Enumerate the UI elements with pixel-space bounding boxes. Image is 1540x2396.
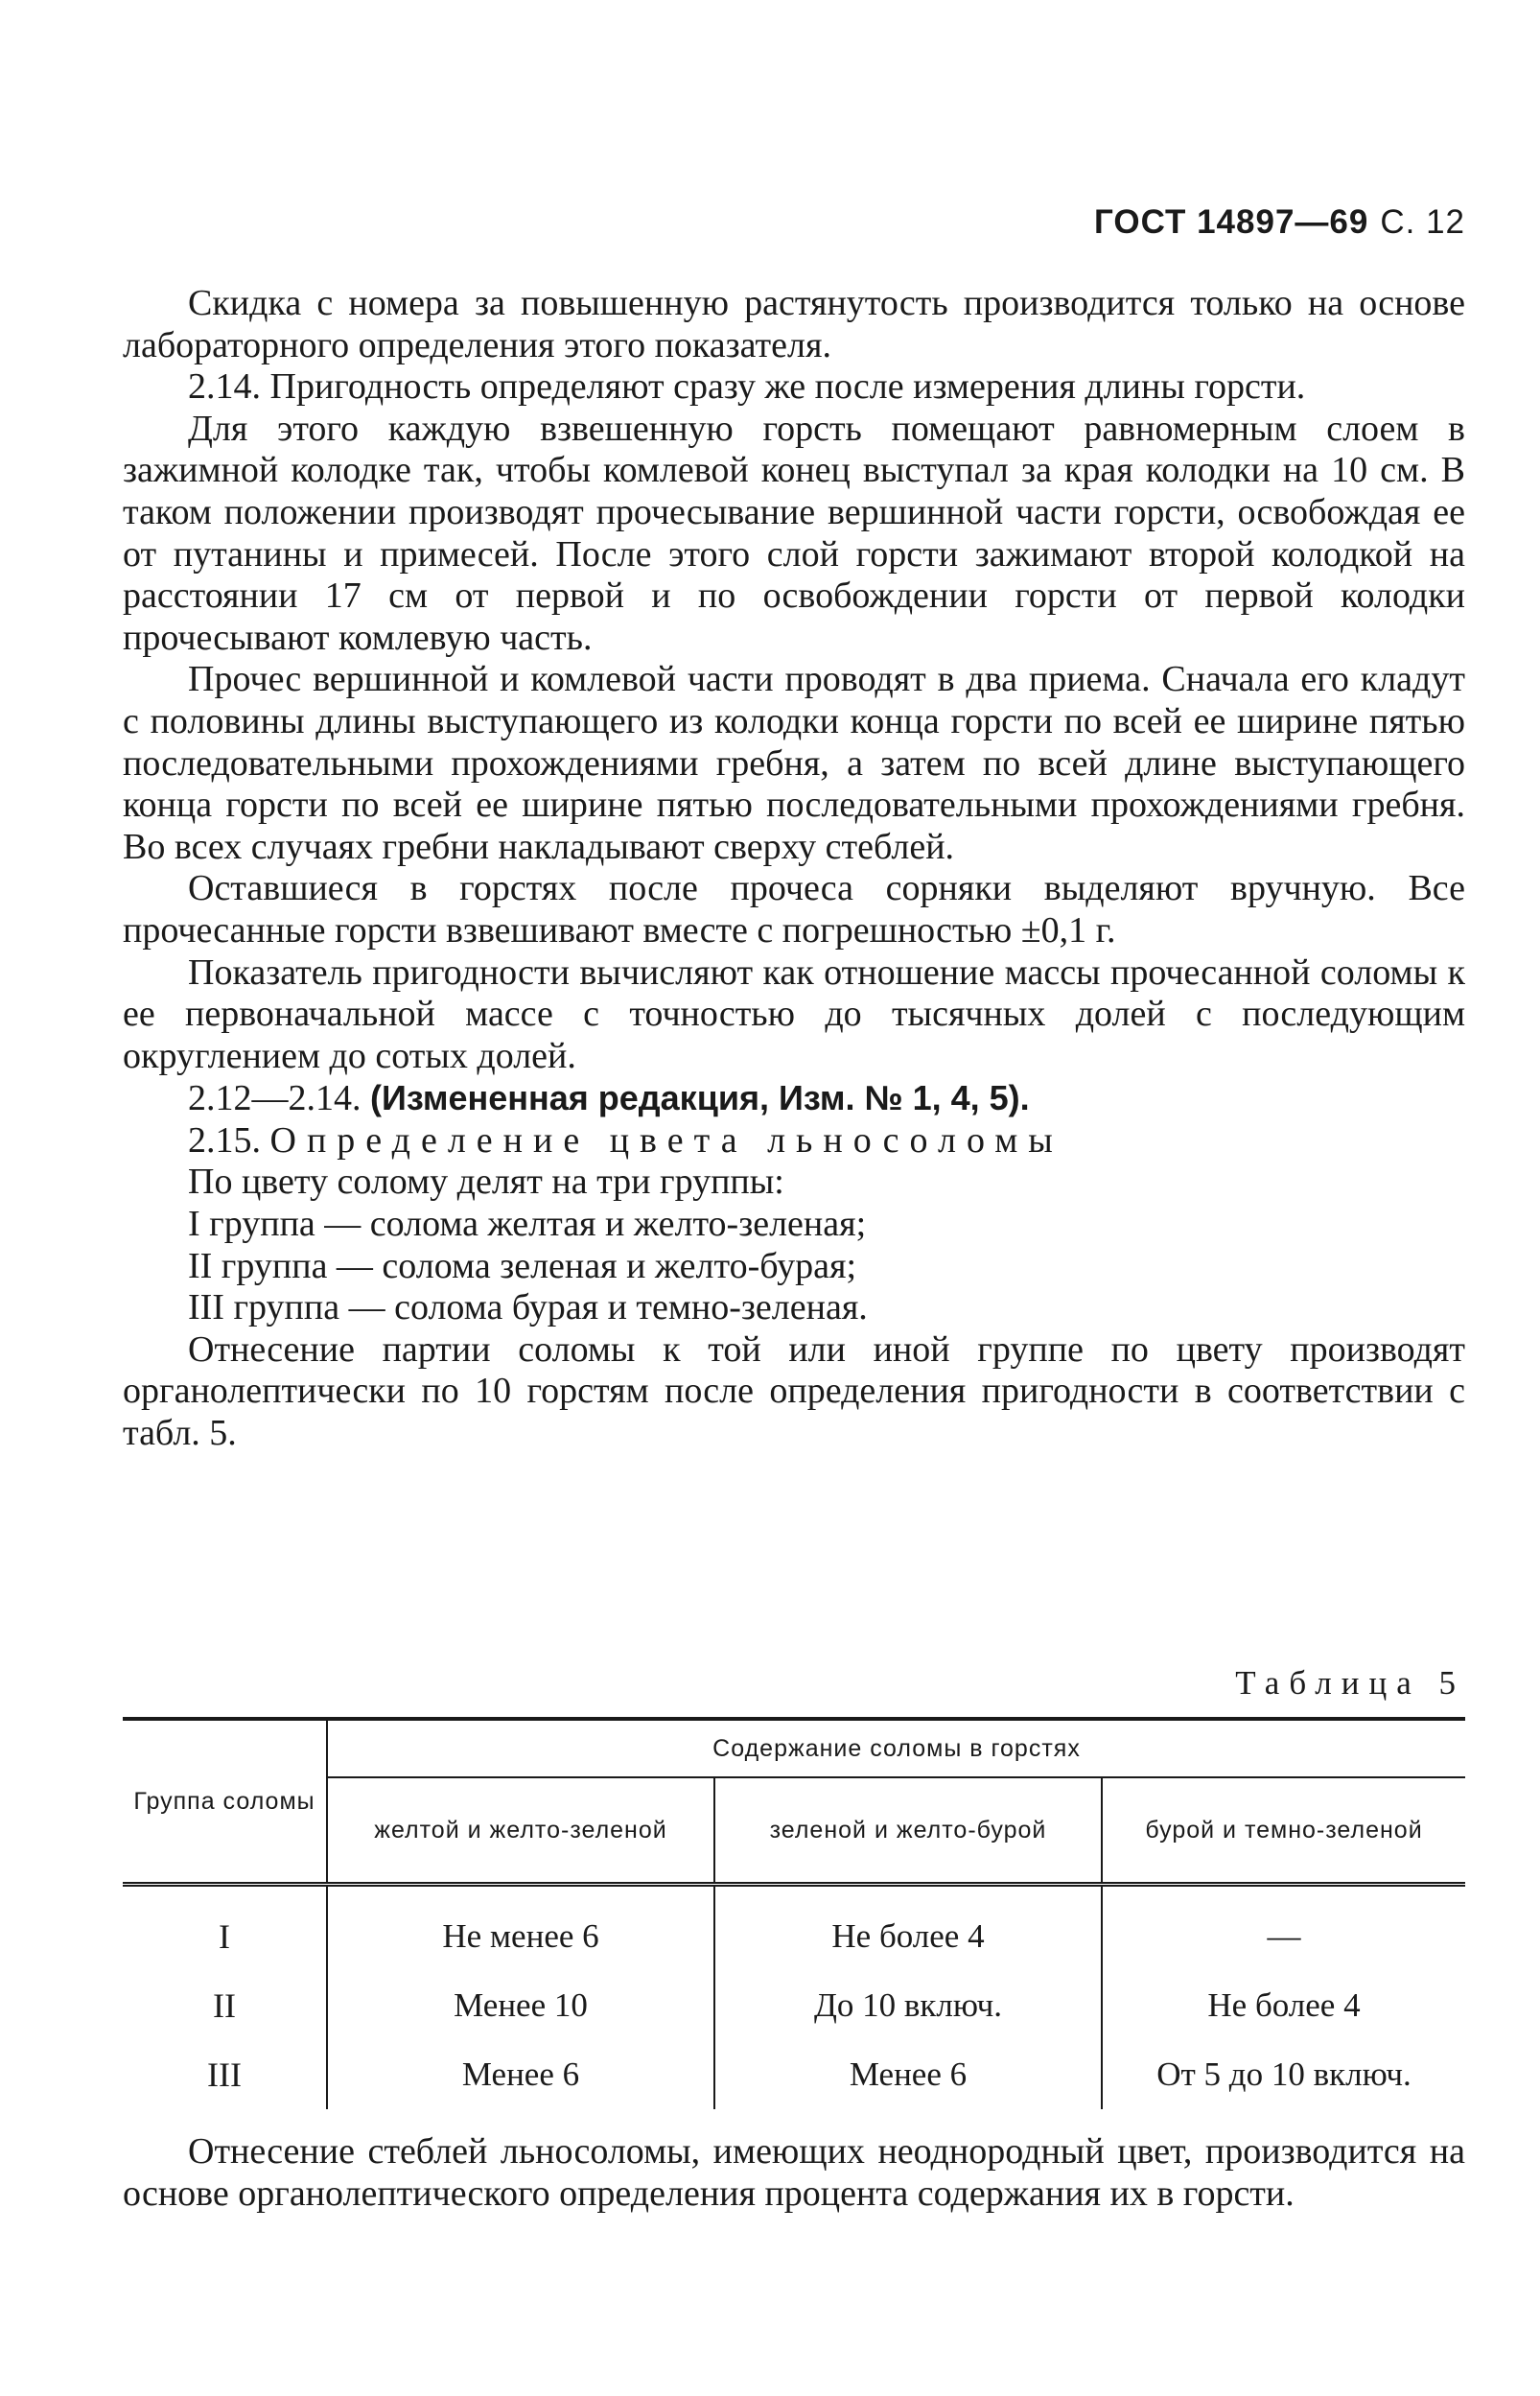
paragraph: Показатель пригодности вычисляют как отношение массы прочесанной соломы к ее первоначальной массе с точностью до тысячных долей с последующим округлением до сотых долей. [123,951,1465,1076]
standard-number: ГОСТ 14897—69 [1093,203,1369,241]
group-item: I группа — солома желтая и желто-зеленая; [188,1204,867,1245]
group-cell: III [207,2055,242,2094]
paragraph: Оставшиеся в горстях после прочеса сорняки выделяют вручную. Все прочесанные горсти взвешивают вместе с погрешностью ±0,1 г. [123,868,1465,951]
paragraph: 2.14. Пригодность определяют сразу же после измерения длины горсти. [188,366,1306,408]
table-row [123,2040,1465,2109]
groups-intro: По цвету солому делят на три группы: [188,1162,784,1203]
table-cell: Менее 6 [714,2040,1102,2109]
section-heading [123,1120,1465,1163]
column-header: желтой и желто-зеленой [327,1777,714,1885]
content-header: Содержание соломы в горстях [327,1719,1465,1777]
amendment-note [123,1077,1465,1120]
table-cell: Менее 10 [327,1971,714,2040]
table-cell: Не более 4 [714,1885,1102,1972]
table-cell: Не менее 6 [327,1885,714,1972]
group-item: III группа — солома бурая и темно-зеленая. [188,1287,868,1328]
paragraph: Прочес вершинной и комлевой части проводят в два приема. Сначала его кладут с половины длины выступающего из колодки конца горсти по всей ее ширине пятью последовательными прохождениями гребня, а затем по всей длине выступающего конца горсти по всей ее ширине пятью последовательными прохождениями гребня. Во всех случаях гребни накладывают сверху стеблей. [123,659,1465,867]
group-item: II группа — солома зеленая и желто-бурая; [188,1245,857,1286]
column-header: зеленой и желто-бурой [714,1777,1102,1885]
amendment-text: (Измененная редакция, Изм. № 1, 4, 5). [370,1078,1030,1118]
table-caption: Таблица 5 [1235,1664,1465,1702]
table-cell: Менее 6 [327,2040,714,2109]
table-row [123,1885,1465,1972]
main-text [123,283,1465,1455]
section-number: 2.15. [188,1119,261,1161]
closing-paragraph: Отнесение стеблей льносоломы, имеющих неоднородный цвет, производится на основе органолептического определения процента содержания их в горсти. [123,2131,1465,2214]
color-group-table [123,1717,1465,2109]
group-cell: I [219,1917,230,1956]
table-cell: От 5 до 10 включ. [1102,2040,1465,2109]
assignment-paragraph: Отнесение партии соломы к той или иной группе по цвету производят органолептически по 10 горстям после определения пригодности в соответствии с табл. 5. [123,1328,1465,1454]
group-cell: II [213,1986,236,2025]
closing-text [123,2131,1465,2215]
table-cell: Не более 4 [1102,1971,1465,2040]
paragraph: Скидка с номера за повышенную растянутость производится только на основе лабораторного определения этого показателя. [123,283,1465,365]
group-column-header: Группа соломы [123,1719,327,1885]
paragraph: Для этого каждую взвешенную горсть помещают равномерным слоем в зажимной колодке так, чтобы комлевой конец выступал за края колодки на 10 см. В таком положении производят прочесывание вершинной части горсти, освобождая ее от путанины и примесей. После этого слой горсти зажимают второй колодкой на расстоянии 17 см от первой и по освобождении горсти от первой колодки прочесывают комлевую часть. [123,408,1465,658]
page-number: С. 12 [1380,203,1465,241]
section-title: Определение цвета льносоломы [269,1119,1063,1161]
table-cell: До 10 включ. [714,1971,1102,2040]
table-row [123,1971,1465,2040]
page-header [1094,203,1465,242]
amendment-prefix: 2.12—2.14. [188,1078,362,1119]
column-header: бурой и темно-зеленой [1102,1777,1465,1885]
table-cell: — [1102,1885,1465,1972]
